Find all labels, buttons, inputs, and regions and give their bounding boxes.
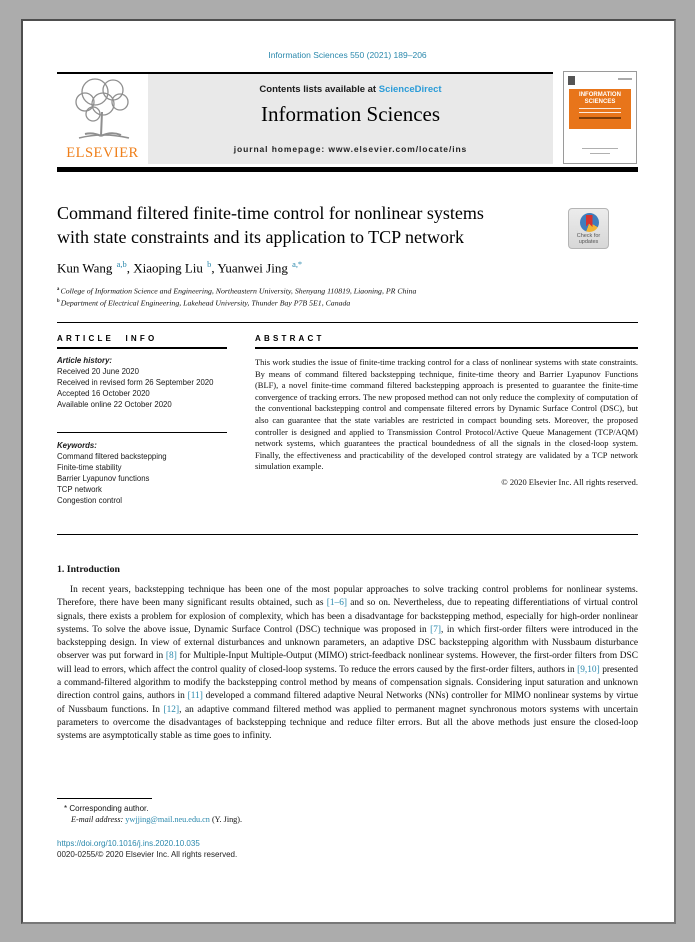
corresponding-author-note: * Corresponding author. [64,804,149,813]
cover-publisher-mark [568,76,575,85]
affiliation-a: College of Information Science and Engineering, Northeastern University, Shenyang 110819, Liaoning, PR China [60,286,417,296]
intro-text: , an adaptive command filtered method was applied to permanent magnet synchronous motors systems with uncertain parameters to overcome the disadvantages of backstepping technique and reduce filter errors. But all the above methods just ensure the closed-loop systems are asymptotically stable as time goes to infinity. [57,704,638,742]
contents-lists-line [148,84,553,95]
affiliations [57,285,617,309]
cover-subtitle-bar [579,117,621,119]
intro-text: and so on. Nevertheless, due to repeating differentiations of virtual control signals, there exists a problem for explosion of complexity, which has been a disadvantage for backstepping method, especially for high-order nonlinear systems. To solve the above issue, Dynamic Surface Control (DSC) technique was proposed in [57,598,638,635]
affiliation-line-b [57,297,617,309]
abstract-bottom-rule [57,534,638,535]
intro-text: developed a command filtered adaptive Neural Networks (NNs) controller for MIMO nonlinear systems by virtue of Nussbaum functions. In [57,691,638,715]
affiliation-b: Department of Electrical Engineering, Lakehead University, Thunder Bay P7B 5E1, Canada [60,298,351,308]
citation-link-11[interactable]: [11] [187,691,203,702]
cover-subtitle-bar [579,108,621,110]
journal-homepage-link[interactable]: journal homepage: www.elsevier.com/locate/ins [233,144,468,154]
affiliation-line-a [57,285,617,297]
check-updates-label: Check for updates [576,233,601,245]
list-item: Command filtered backstepping [57,452,167,461]
introduction-heading: 1. Introduction [57,564,120,575]
article-info-heading: ARTICLE INFO [57,334,158,343]
intro-text: , in which first-order filters were introduced in the backstepping design. In view of external disturbances and unknown parameters, an adaptive DSC backstepping algorithm with Nussbaum disturbance observer was put forward in [57,624,638,662]
author-kun-wang: Kun Wang [57,260,116,276]
abstract-block [255,357,638,489]
abstract-text: This work studies the issue of finite-time tracking control for a class of nonlinear systems with state constraints. By means of command filtered backstepping technique, finite-time theory and Barrier Lyapunov Functions (BLF), a novel finite-time command filtered backstepping approach is presented to guarantee the finite-time convergence of tracking errors. The new proposed method can not only reduce the complexity of computation of the conventional backstepping control and compensate filtered errors by Dynamic Surface Control (DSC), but also can guarantee that the state variables are restricted in compact bounding sets. Moreover, the proposed controller is designed and applied to Transmission Control Protocol/Active Queue Management (TCP/AQM) network systems, which guarantees the practical boundedness of all the signals in the closed-loop system. Finally, the effectiveness and practicability of the developed control strategy are validated by a TCP network simulation example. [255,357,638,472]
keywords-label: Keywords: [57,441,97,450]
elsevier-logo [57,74,148,164]
page-content [57,21,638,922]
journal-banner [148,74,553,164]
paper-title-line2: with state constraints and its application to TCP network [57,227,464,247]
keywords-divider-rule [57,432,227,433]
sciencedirect-link[interactable]: ScienceDirect [378,84,442,95]
list-item: Barrier Lyapunov functions [57,474,150,483]
elsevier-tree-icon [65,74,141,142]
journal-cover-thumbnail [563,71,637,164]
contents-prefix: Contents lists available at [259,84,379,95]
abstract-heading-rule [255,347,638,349]
keywords-list [57,451,229,506]
paper-title-line1: Command filtered finite-time control for nonlinear systems [57,203,484,223]
article-info-heading-rule [57,347,227,349]
intro-text: In recent years, backstepping technique has been one of the most popular approaches to solve tracking control problems for nonlinear systems. Therefore, there have been many significant results obtained, such as [57,585,638,609]
email-suffix: (Y. Jing). [209,815,243,824]
author-xiaoping-liu: , Xiaoping Liu [126,260,207,276]
list-item: Congestion control [57,496,123,505]
author-affil-sup: a,* [292,259,303,269]
citation-link-8[interactable]: [8] [165,651,177,662]
doi-link[interactable]: https://doi.org/10.1016/j.ins.2020.10.035 [57,839,200,848]
list-item: Finite-time stability [57,463,122,472]
cover-orange-panel [569,89,631,129]
author-line [57,259,617,276]
cover-title-line1: INFORMATION [579,92,621,98]
article-history-label: Article history: [57,356,113,365]
paper-title [57,201,562,249]
introduction-paragraph [57,584,638,744]
list-item: Accepted 16 October 2020 [57,389,150,398]
intro-text: for Multiple-Input Multiple-Output (MIMO) strict-feedback nonlinear systems. However, the first-order filters from DSC will lead to errors, which affect the control quality of closed-loop systems. To reduce the errors caused by the first-order filters, authors in [57,651,638,675]
abstract-heading: ABSTRACT [255,334,325,343]
email-label: E-mail address: [71,815,126,824]
citation-link-1-6[interactable]: [1–6] [326,598,347,609]
cover-issue-text-bar [618,78,632,80]
journal-title: Information Sciences [260,102,441,126]
copyright-line: © 2020 Elsevier Inc. All rights reserved. [501,476,638,487]
cover-title-line2: SCIENCES [584,98,616,105]
email-link[interactable]: ywjjing@mail.neu.edu.cn [125,815,210,824]
header-bottom-bar [57,167,638,172]
keywords-block [57,440,229,506]
list-item: Received 20 June 2020 [57,367,139,376]
author-affil-sup: a,b [116,259,127,269]
elsevier-logo-text: ELSEVIER [66,145,139,161]
issn-copyright-line: 0020-0255/© 2020 Elsevier Inc. All rights reserved. [57,850,238,859]
paper-page [21,19,676,924]
article-history-list [57,366,219,410]
cover-title [569,89,631,105]
affil-sup-b: b [57,299,61,305]
citation-link-9-10[interactable]: [9,10] [577,664,600,675]
author-yuanwei-jing: , Yuanwei Jing [211,260,292,276]
cover-subtitle-bar [579,112,621,114]
email-line [71,815,242,824]
list-item: Available online 22 October 2020 [57,400,172,409]
author-affil-sup: b [207,259,212,269]
intro-text: presented a command-filtered algorithm to modify the backstepping control method by means of compensation signals. Considering input saturation and unknown direction control gains, authors in [57,664,638,702]
list-item: Received in revised form 26 September 2020 [57,378,214,387]
affil-sup-a: a [57,287,61,292]
citation-link-12[interactable]: [12] [163,704,180,715]
footnote-rule [57,798,152,799]
cover-footer-bar [590,153,610,155]
journal-citation-link[interactable]: Information Sciences 550 (2021) 189–206 [268,50,427,60]
citation-link-7[interactable]: [7] [430,624,442,635]
list-item: TCP network [57,485,102,494]
article-history-block [57,355,219,410]
check-for-updates-badge[interactable] [568,208,609,249]
info-section-top-rule [57,322,638,323]
cover-footer-bar [582,148,618,150]
